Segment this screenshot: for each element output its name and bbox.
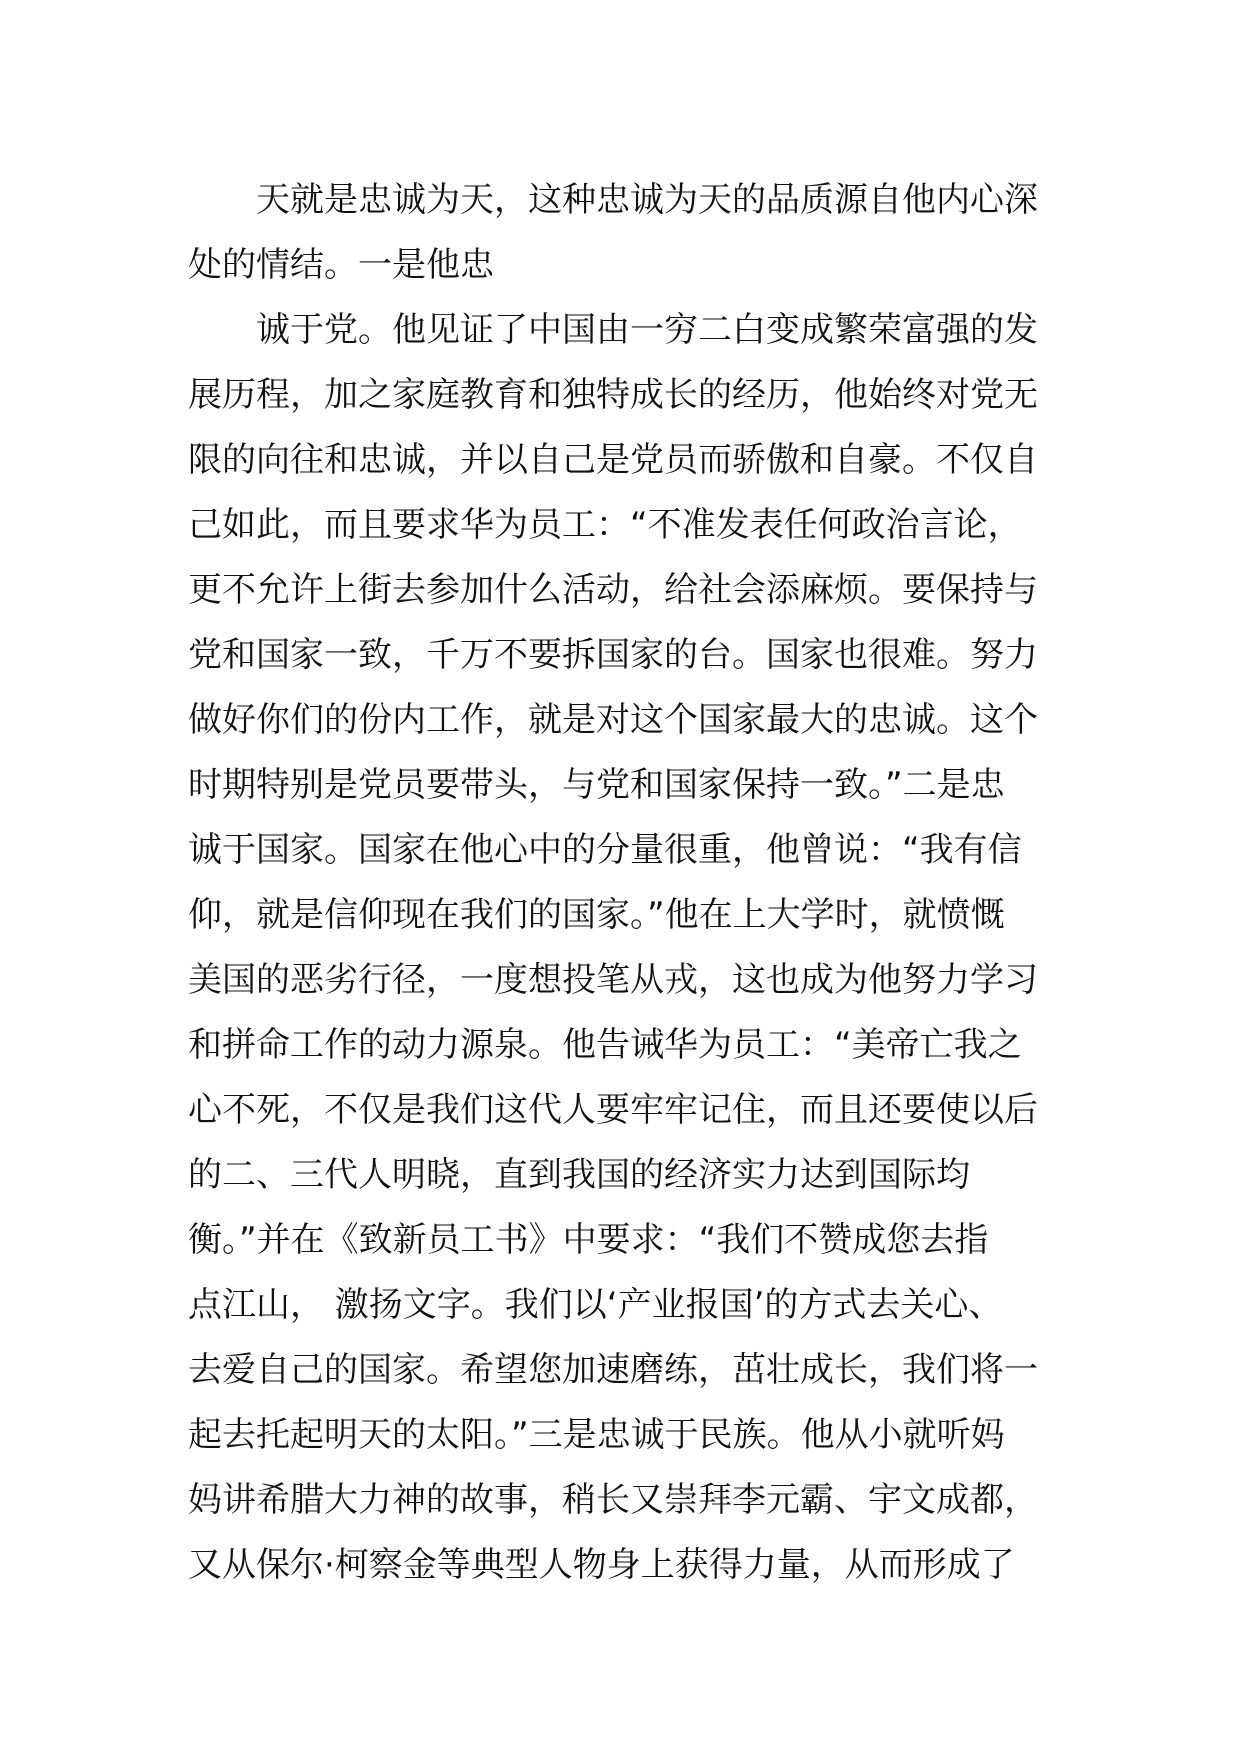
text-line: 起去托起明天的太阳。”三是忠诚于民族。他从小就听妈 bbox=[188, 1415, 1005, 1455]
body-text bbox=[188, 168, 1058, 1598]
text-line: 党和国家一致，千万不要拆国家的台。国家也很难。努力 bbox=[188, 635, 1038, 675]
text-line: 时期特别是党员要带头，与党和国家保持一致。”二是忠 bbox=[188, 765, 1005, 805]
text-line: 天就是忠诚为天，这种忠诚为天的品质源自他内心深 bbox=[256, 180, 1038, 220]
text-line: 更不允许上街去参加什么活动，给社会添麻烦。要保持与 bbox=[188, 570, 1038, 610]
text-line: 妈讲希腊大力神的故事，稍长又崇拜李元霸、宇文成都， bbox=[188, 1480, 1038, 1520]
text-line: 仰，就是信仰现在我们的国家。”他在上大学时，就愤慨 bbox=[188, 895, 1005, 935]
text-line: 和拼命工作的动力源泉。他告诫华为员工：“美帝亡我之 bbox=[188, 1025, 1022, 1065]
text-line: 处的情结。一是他忠 bbox=[188, 245, 494, 285]
text-line: 限的向往和忠诚，并以自己是党员而骄傲和自豪。不仅自 bbox=[188, 440, 1038, 480]
text-line: 美国的恶劣行径，一度想投笔从戎，这也成为他努力学习 bbox=[188, 960, 1038, 1000]
text-line: 心不死，不仅是我们这代人要牢牢记住，而且还要使以后 bbox=[188, 1090, 1038, 1130]
text-line: 做好你们的份内工作，就是对这个国家最大的忠诚。这个 bbox=[188, 700, 1038, 740]
text-line: 衡。”并在《致新员工书》中要求：“我们不赞成您去指 bbox=[188, 1220, 989, 1260]
text-line: 又从保尔·柯察金等典型人物身上获得力量，从而形成了 bbox=[188, 1545, 1015, 1585]
text-line: 去爱自己的国家。希望您加速磨练，茁壮成长，我们将一 bbox=[188, 1350, 1038, 1390]
text-line: 点江山， 激扬文字。我们以‘产业报国’的方式去关心、 bbox=[188, 1285, 1003, 1325]
text-line: 己如此，而且要求华为员工：“不准发表任何政治言论， bbox=[188, 505, 1022, 545]
text-line: 的二、三代人明晓，直到我国的经济实力达到国际均 bbox=[188, 1155, 970, 1195]
text-line: 展历程，加之家庭教育和独特成长的经历，他始终对党无 bbox=[188, 375, 1038, 415]
text-line: 诚于国家。国家在他心中的分量很重，他曾说：“我有信 bbox=[188, 830, 1022, 870]
text-line: 诚于党。他见证了中国由一穷二白变成繁荣富强的发 bbox=[256, 310, 1038, 350]
